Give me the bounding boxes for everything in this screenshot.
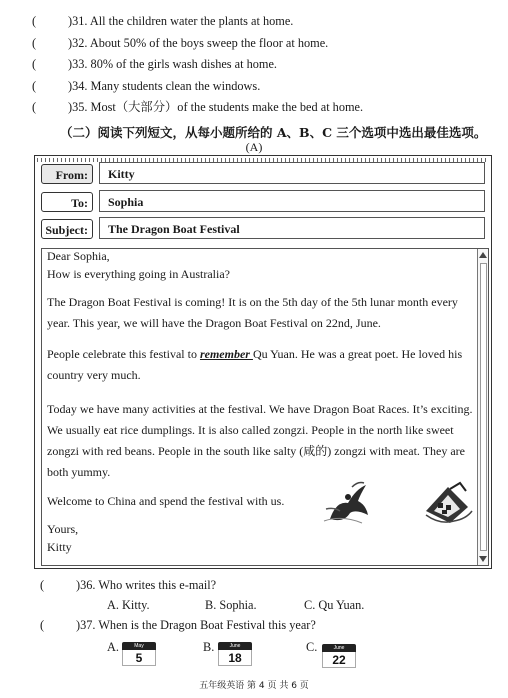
passage-label: (A) xyxy=(245,140,263,154)
question-text: )37. When is the Dragon Boat Festival this year? xyxy=(76,618,316,632)
from-label: From: xyxy=(41,164,93,184)
email-window xyxy=(34,155,492,569)
zongzi-illustration-icon xyxy=(420,481,474,527)
question-31 xyxy=(32,14,293,28)
answer-paren[interactable]: ( xyxy=(32,14,37,28)
subject-label: Subject: xyxy=(41,219,93,239)
email-signature: Kitty xyxy=(47,540,72,554)
answer-paren[interactable]: ( xyxy=(32,36,37,50)
to-label: To: xyxy=(41,192,93,212)
calendar-day: 18 xyxy=(218,650,252,666)
to-field[interactable]: Sophia xyxy=(99,190,485,212)
question-33 xyxy=(32,57,277,71)
q36-option-b[interactable]: B. Sophia. xyxy=(205,598,257,612)
subject-field[interactable]: The Dragon Boat Festival xyxy=(99,217,485,239)
email-para4: Welcome to China and spend the festival with us. xyxy=(47,494,285,508)
para2-before: People celebrate this festival to xyxy=(47,347,200,361)
answer-paren[interactable]: ( xyxy=(32,79,37,93)
question-text: )31. All the children water the plants at home. xyxy=(68,14,294,28)
q36-option-c[interactable]: C. Qu Yuan. xyxy=(304,598,365,612)
calendar-day: 5 xyxy=(122,650,156,666)
q37-option-a-calendar-icon[interactable] xyxy=(122,642,156,666)
question-36 xyxy=(40,578,216,592)
scroll-thumb[interactable] xyxy=(480,263,487,551)
dancer-illustration-icon xyxy=(322,479,372,525)
calendar-month: June xyxy=(333,645,345,651)
q37-option-b-letter[interactable]: B. xyxy=(203,640,215,654)
scrollbar[interactable] xyxy=(477,249,488,565)
question-32 xyxy=(32,36,328,50)
section-title: （二）阅读下列短文，从每小题所给的 A、B、C 三个选项中选出最佳选项。 xyxy=(60,125,487,140)
scroll-down-icon[interactable] xyxy=(479,556,487,562)
q37-option-c-letter[interactable]: C. xyxy=(306,640,318,654)
q36-option-a[interactable]: A. Kitty. xyxy=(107,598,150,612)
q37-option-b-calendar-icon[interactable] xyxy=(218,642,252,666)
question-text: )36. Who writes this e-mail? xyxy=(76,578,217,592)
email-body[interactable] xyxy=(41,248,489,566)
question-text: )34. Many students clean the windows. xyxy=(68,79,261,93)
para2-emphasis: remember xyxy=(199,347,253,361)
question-35 xyxy=(32,100,363,114)
answer-paren[interactable]: ( xyxy=(32,57,37,71)
question-37 xyxy=(40,618,316,632)
q37-option-c-calendar-icon[interactable] xyxy=(322,644,356,668)
answer-paren[interactable]: ( xyxy=(40,578,45,592)
question-text: )33. 80% of the girls wash dishes at home. xyxy=(68,57,278,71)
q37-option-a-letter[interactable]: A. xyxy=(107,640,119,654)
answer-paren[interactable]: ( xyxy=(32,100,37,114)
email-para3: Today we have many activities at the festival. We have Dragon Boat Races. It’s exciting. We usually eat rice dumplings. It is also called zongzi. People in the north like sweet zongzi with red beans. People in the south like salty (咸的) zongzi with meat. They are both yummy. xyxy=(47,402,473,479)
calendar-month: May xyxy=(134,643,144,649)
calendar-month: June xyxy=(229,643,241,649)
email-greeting: Dear Sophia, xyxy=(47,249,110,263)
email-closing: Yours, xyxy=(47,522,79,536)
calendar-day: 22 xyxy=(322,652,356,668)
question-text: )35. Most（大部分）of the students make the bed at home. xyxy=(68,100,364,114)
answer-paren[interactable]: ( xyxy=(40,618,45,632)
email-line1: How is everything going in Australia? xyxy=(47,267,230,281)
scroll-up-icon[interactable] xyxy=(479,252,487,258)
question-text: )32. About 50% of the boys sweep the floor at home. xyxy=(68,36,329,50)
email-para1: The Dragon Boat Festival is coming! It is on the 5th day of the 5th lunar month every year. This year, we will have the Dragon Boat Festival on 22nd, June. xyxy=(47,295,458,330)
page-footer: 五年级英语 第 4 页 共 6 页 xyxy=(199,681,309,691)
para2-after: Qu Yuan. He was a great poet. He loved his country very much. xyxy=(47,347,463,382)
from-field[interactable]: Kitty xyxy=(99,162,485,184)
email-para2 xyxy=(47,344,475,386)
question-34 xyxy=(32,79,260,93)
